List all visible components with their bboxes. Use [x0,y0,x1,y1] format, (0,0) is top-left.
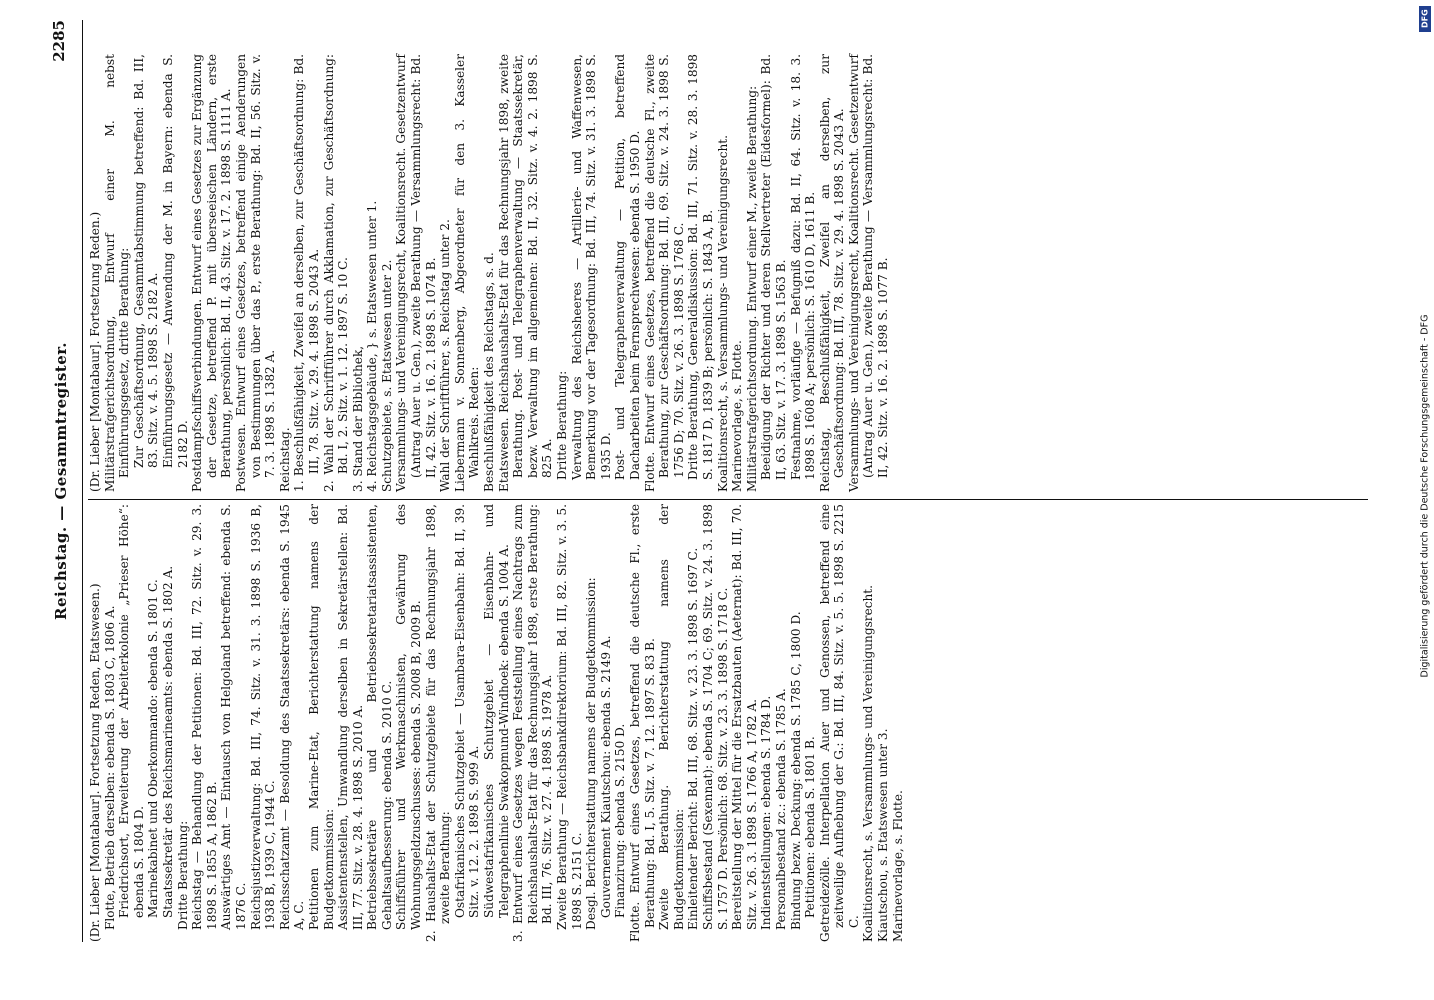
index-entry: Dritte Berathung, Generaldiskussion: Bd. III, 71. Sitz. v. 28. 3. 1898 S. 1817 D, 1839 B; persönlich: S. 1843 A, B. [686,54,715,480]
index-entry: Liebermann v. Sonnenberg, Abgeordneter für den 3. Kasseler Wahlkreis. Reden: [452,54,482,492]
running-title: Reichstag. — Gesammtregister. [52,342,70,620]
index-entry: Friedrichsort, Erweiterung der Arbeiterkolonie „Prieser Höhe“: ebenda S. 1804 D. [117,504,146,918]
index-entry: Südwestafrikanisches Schutzgebiet — Eisenbahn- und Telegraphenlinie Swakopmund-Windhoek: ebenda S. 1004 A. [482,504,511,918]
index-entry: (Dr. Lieber [Montabaur]. Fortsetzung Reden.) [88,211,102,492]
index-entry: Reichsjustizverwaltung: Bd. III, 74. Sitz. v. 31. 3. 1898 S. 1936 B, 1938 B, 1939 C, 1944 C. [248,504,278,930]
index-entry: Schiffsführer und Werkmaschinisten, Gewährung des Wohnungsgeldzuschusses: ebenda S. 2008 B, 2009 B. [394,504,424,930]
index-entry: Desgl. Berichterstattung namens der Budgetkommission: [584,577,599,930]
index-entry: Dritte Berathung: [555,370,569,480]
index-entry: Finanzirung: ebenda S. 2150 D. [613,723,628,918]
index-entry: Dritte Berathung: [175,820,190,930]
index-entry: Koalitionsrecht, s. Versammlungs- und Vereinigungsrecht. [861,584,876,942]
credit-text: Digitalisierung gefördert durch die Deutsche Forschungsgemeinschaft - DFG [1419,314,1431,678]
index-entry: Koalitionsrecht, s. Versammlungs- und Vereinigungsrecht. [715,134,730,492]
right-column [88,54,891,492]
index-entry: Einleitender Bericht: Bd. III, 68. Sitz. v. 23. 3. 1898 S. 1697 C. [686,547,701,930]
index-entry: Ostafrikanisches Schutzgebiet — Usambara-Eisenbahn: Bd. II, 39. Sitz. v. 12. 2. 1898 S. 999 A. [452,504,482,918]
index-entry: Flotte. Entwurf eines Gesetzes, betreffend die deutsche Fl., zweite Berathung, zur Geschäftsordnung: Bd. III, 69. Sitz. v. 24. 3. 1898 S. 1756 D; 70. Sitz. v. 26. 3. 1898 S. 1768 C. [642,54,686,492]
page-number: 2285 [50,20,68,62]
index-entry: Beeidigung der Richter und deren Stellvertreter (Eidesformel): Bd. II, 63. Sitz. v. 17. 3. 1898 S. 1563 B. [759,54,788,480]
index-entry: Bereitstellung der Mittel für die Ersatzbauten (Aeternat): Bd. III, 70. Sitz. v. 26. 3. 1898 S. 1766 A, 1782 A. [730,504,759,930]
index-entry: Militärstrafgerichtsordnung, Entwurf einer M. nebst Einführungsgesetz, dritte Berathung: [102,54,132,492]
index-entry: Assistentenstellen, Umwandlung derselben in Sekretärstellen: Bd. III, 77. Sitz. v. 28. 4. 1898 S. 2010 A. [336,504,365,930]
index-entry: Schutzgebiete, s. Etatswesen unter 2. [379,259,394,492]
index-entry: Marinevorlage, s. Flotte. [730,340,745,492]
index-entry: Post- und Telegraphenverwaltung — Petition, betreffend Dacharbeiten beim Fernsprechwesen: ebenda S. 1950 D. [613,54,642,480]
index-entry: Verwaltung des Reichsheeres — Artillerie- und Waffenwesen, Bemerkung vor der Tagesordnung: Bd. III, 74. Sitz. v. 31. 3. 1898 S. 1935 D. [569,54,613,480]
index-entry: Reichstag — Behandlung der Petitionen: Bd. III, 72. Sitz. v. 29. 3. 1898 S. 1855 A, 1862 B. [190,504,219,930]
header-rule [82,20,83,942]
index-entry: Militärstrafgerichtsordnung. Entwurf einer M., zweite Berathung: [744,85,759,492]
index-entry: Flotte. Entwurf eines Gesetzes, betreffend die deutsche Fl., erste Berathung: Bd. I, 5. Sitz. v. 7. 12. 1897 S. 83 B. [627,504,657,942]
index-entry: Reichstag. [277,427,292,492]
index-entry: Reichsschatzamt — Besoldung des Staatssekretärs: ebenda S. 1945 A, C. [277,504,307,930]
index-entry: Festnahme, vorläufige — Befugniß dazu: Bd. II, 64. Sitz. v. 18. 3. 1898 S. 1608 A; persönlich: S. 1610 D, 1611 B. [788,54,818,480]
index-entry: Flotte, Betrieb derselben: ebenda S. 1803 C, 1806 A. [102,605,117,930]
index-entry: Einführungsgesetz — Anwendung der M. in Bayern: ebenda S. 2182 D. [160,54,190,468]
dfg-logo: DFG [1419,6,1431,32]
index-entry: 2. Haushalts-Etat der Schutzgebiete für das Rechnungsjahr 1898, zweite Berathung: [423,504,453,942]
index-entry: 3. Entwurf eines Gesetzes wegen Feststellung eines Nachtrags zum Reichshaushalts-Etat für das Rechnungsjahr 1898, erste Berathung: Bd. III, 76. Sitz. v. 27. 4. 1898 S. 1978 A. [511,504,555,942]
index-entry: Beschlußfähigkeit des Reichstags, s. d. [482,252,497,492]
index-entry: Zweite Berathung — Reichsbankdirektorium: Bd. III, 82. Sitz. v. 3. 5. 1898 S. 2151 C. [555,504,584,930]
index-entry: Petitionen: ebenda S. 1801 B. [803,736,818,918]
index-entry: Versammlungs- und Vereinigungsrecht, Koalitionsrecht. Gesetzentwurf (Antrag Auer u. Gen.), zweite Berathung — Versammlungsrecht: Bd. II, 42. Sitz. v. 16. 2. 1898 S. 1074 B. [394,54,438,492]
index-entry: Postdampfschiffsverbindungen. Entwurf eines Gesetzes zur Ergänzung der Gesetze, betreffend P. mit überseeischen Ländern, erste Berathung, persönlich: Bd. II, 43. Sitz. v. 17. 2. 1898 S. 1111 A. [190,54,234,492]
index-entry: Indienststellungen: ebenda S. 1784 D. [759,695,774,930]
index-entry: Petitionen zum Marine-Etat, Berichterstattung namens der Budgetkommission: [306,504,336,930]
index-entry: Etatswesen. Reichshaushalts-Etat für das Rechnungsjahr 1898, zweite Berathung. Post- und Telegraphenverwaltung — Staatssekretär, bezw. Verwaltung im allgemeinen: Bd. II, 32. Sitz. v. 4. 2. 1898 S. 825 A. [496,54,555,492]
index-entry: Zweite Berathung. Berichterstattung namens der Budgetkommission: [657,504,686,930]
index-entry: Getreidezölle. Interpellation Auer und Genossen, betreffend eine zeitweilige Aufhebung der G.: Bd. III, 84. Sitz. v. 5. 5. 1898 S. 2215 C. [817,504,861,942]
index-entry: Personalbestand zc.: ebenda S. 1785 A. [773,688,788,930]
index-entry: Bindung bezw. Deckung: ebenda S. 1785 C, 1800 D. [788,611,803,930]
index-entry: Staatssekretär des Reichsmarineamts: ebenda S. 1802 A. [160,565,175,918]
index-entry: Schiffsbestand (Sexennat): ebenda S. 1704 C; 69. Sitz. v. 24. 3. 1898 S. 1757 D. Persönlich: 68. Sitz. v. 23. 3. 1898 S. 1718 C. [700,504,730,930]
column-divider [88,499,1368,500]
index-entry: Auswärtiges Amt — Eintausch von Helgoland betreffend: ebenda S. 1876 C. [219,504,248,930]
index-entry: Betriebssekretäre und Betriebssekretariatsassistenten, Gehaltsaufbesserung: ebenda S. 2010 C. [365,504,394,930]
left-column [88,504,905,942]
page-header [50,20,82,942]
index-entry: Marinekabinet und Oberkommando: ebenda S. 1801 C. [146,579,161,918]
index-entry: Postwesen. Entwurf eines Gesetzes, betreffend einige Aenderungen von Bestimmungen über das P., erste Berathung: Bd. II, 56. Sitz. v. 7. 3. 1898 S. 1382 A. [233,54,278,492]
index-entry: Kiautschou, s. Etatswesen unter 3. [876,728,891,942]
index-entry: 2. Wahl der Schriftführer durch Akklamation, zur Geschäftsordnung: Bd. I, 2. Sitz. v. 1. 12. 1897 S. 10 C. [321,54,351,492]
index-entry: Gouvernement Kiautschou: ebenda S. 2149 A. [598,635,613,918]
index-entry: Versammlungs- und Vereinigungsrecht, Koalitionsrecht. Gesetzentwurf (Antrag Auer u. Gen.), zweite Berathung — Versammlungsrecht: Bd. II, 42. Sitz. v. 16. 2. 1898 S. 1077 B. [846,54,891,492]
index-entry: 4. Reichstagsgebäude, } s. Etatswesen unter 1. [365,200,380,492]
index-entry: Zur Geschäftsordnung, Gesammtabstimmung betreffend: Bd. III, 83. Sitz. v. 4. 5. 1898 S. 2182 A. [131,54,161,468]
index-entry: Marinevorlage, s. Flotte. [890,790,905,942]
index-entry: 1. Beschlußfähigkeit, Zweifel an derselben, zur Geschäftsordnung: Bd. III, 78. Sitz. v. 29. 4. 1898 S. 2043 A. [292,54,321,492]
index-entry: (Dr. Lieber [Montabaur]. Fortsetzung Reden, Etatswesen.) [88,583,102,942]
credit-sidebar [1420,6,1430,986]
index-entry: Reichstag, Beschlußfähigkeit, Zweifel an derselben, zur Geschäftsordnung: Bd. III, 78. Sitz. v. 29. 4. 1898 S. 2043 A. [817,54,847,492]
index-entry: Wahl der Schriftführer, s. Reichstag unter 2. [438,219,453,492]
index-entry: 3. Stand der Bibliothek, [350,345,365,492]
